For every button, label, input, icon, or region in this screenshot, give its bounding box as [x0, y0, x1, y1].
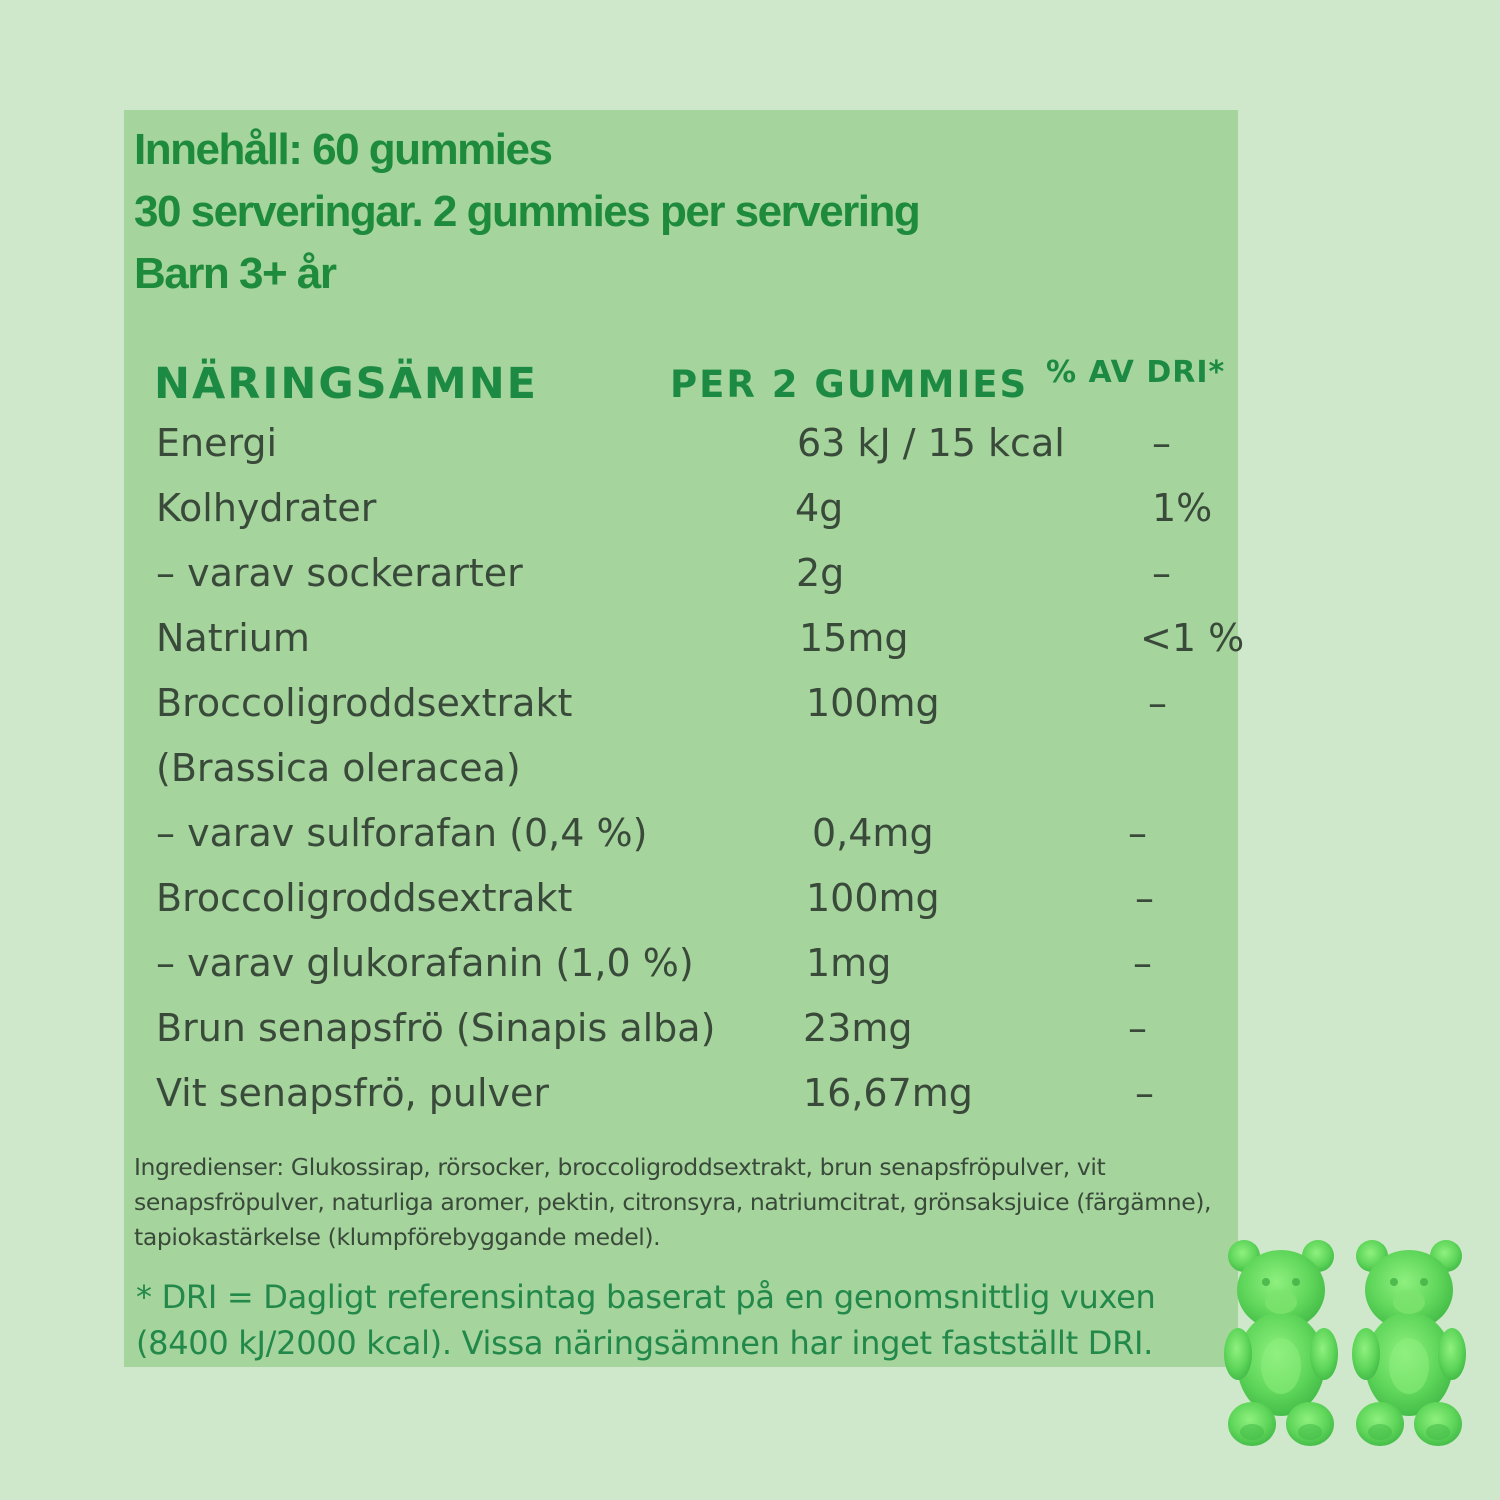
row-amount: 0,4mg: [812, 811, 934, 855]
age-heading: Barn 3+ år: [134, 249, 336, 298]
row-amount: 100mg: [806, 681, 940, 725]
row-amount: 63 kJ / 15 kcal: [797, 421, 1065, 465]
column-header-amount: PER 2 GUMMIES: [670, 363, 1029, 406]
row-dri: –: [1128, 1006, 1147, 1050]
dri-footnote: * DRI = Dagligt referensintag baserat på en genomsnittlig vuxen (8400 kJ/2000 kcal). Vissa näringsämnen har inget fastställt DRI.: [136, 1278, 1156, 1362]
row-name: Broccoligroddsextrakt: [156, 876, 573, 920]
servings-heading: 30 serveringar. 2 gummies per servering: [134, 187, 920, 236]
row-amount: 16,67mg: [803, 1071, 973, 1115]
contents-heading: Innehåll: 60 gummies: [134, 125, 552, 174]
row-name: Kolhydrater: [156, 486, 377, 530]
row-name: Natrium: [156, 616, 310, 660]
row-name: Vit senapsfrö, pulver: [156, 1071, 549, 1115]
row-name: Brun senapsfrö (Sinapis alba): [156, 1006, 716, 1050]
row-name: Broccoligroddsextrakt: [156, 681, 573, 725]
row-dri: –: [1135, 1071, 1154, 1115]
row-name: – varav sockerarter: [156, 551, 523, 595]
row-amount: 15mg: [799, 616, 909, 660]
gummy-bear-icon: [1222, 1236, 1340, 1450]
row-dri: –: [1135, 876, 1154, 920]
row-amount: 23mg: [803, 1006, 913, 1050]
row-name: – varav sulforafan (0,4 %): [156, 811, 648, 855]
column-header-dri: % AV DRI*: [1046, 355, 1226, 390]
column-header-nutrient: NÄRINGSÄMNE: [154, 359, 539, 409]
row-dri: –: [1148, 681, 1167, 725]
row-dri: –: [1133, 941, 1152, 985]
row-amount: 4g: [795, 486, 844, 530]
row-name: (Brassica oleracea): [156, 746, 521, 790]
row-amount: 2g: [796, 551, 845, 595]
gummy-bear-icon: [1350, 1236, 1468, 1450]
row-dri: <1 %: [1140, 616, 1245, 660]
row-dri: –: [1152, 421, 1171, 465]
row-amount: 1mg: [806, 941, 892, 985]
row-name: – varav glukorafanin (1,0 %): [156, 941, 694, 985]
row-dri: 1%: [1152, 486, 1213, 530]
row-amount: 100mg: [806, 876, 940, 920]
ingredients-text: Ingredienser: Glukossirap, rörsocker, broccoligroddsextrakt, brun senapsfröpulver, vit senapsfröpulver, naturliga aromer, pektin, citronsyra, natriumcitrat, grönsaksjuice (färgämne), tapiokastärkelse (klumpförebyggande medel).: [134, 1153, 1212, 1251]
row-dri: –: [1152, 551, 1171, 595]
row-name: Energi: [156, 421, 278, 465]
row-dri: –: [1128, 811, 1147, 855]
